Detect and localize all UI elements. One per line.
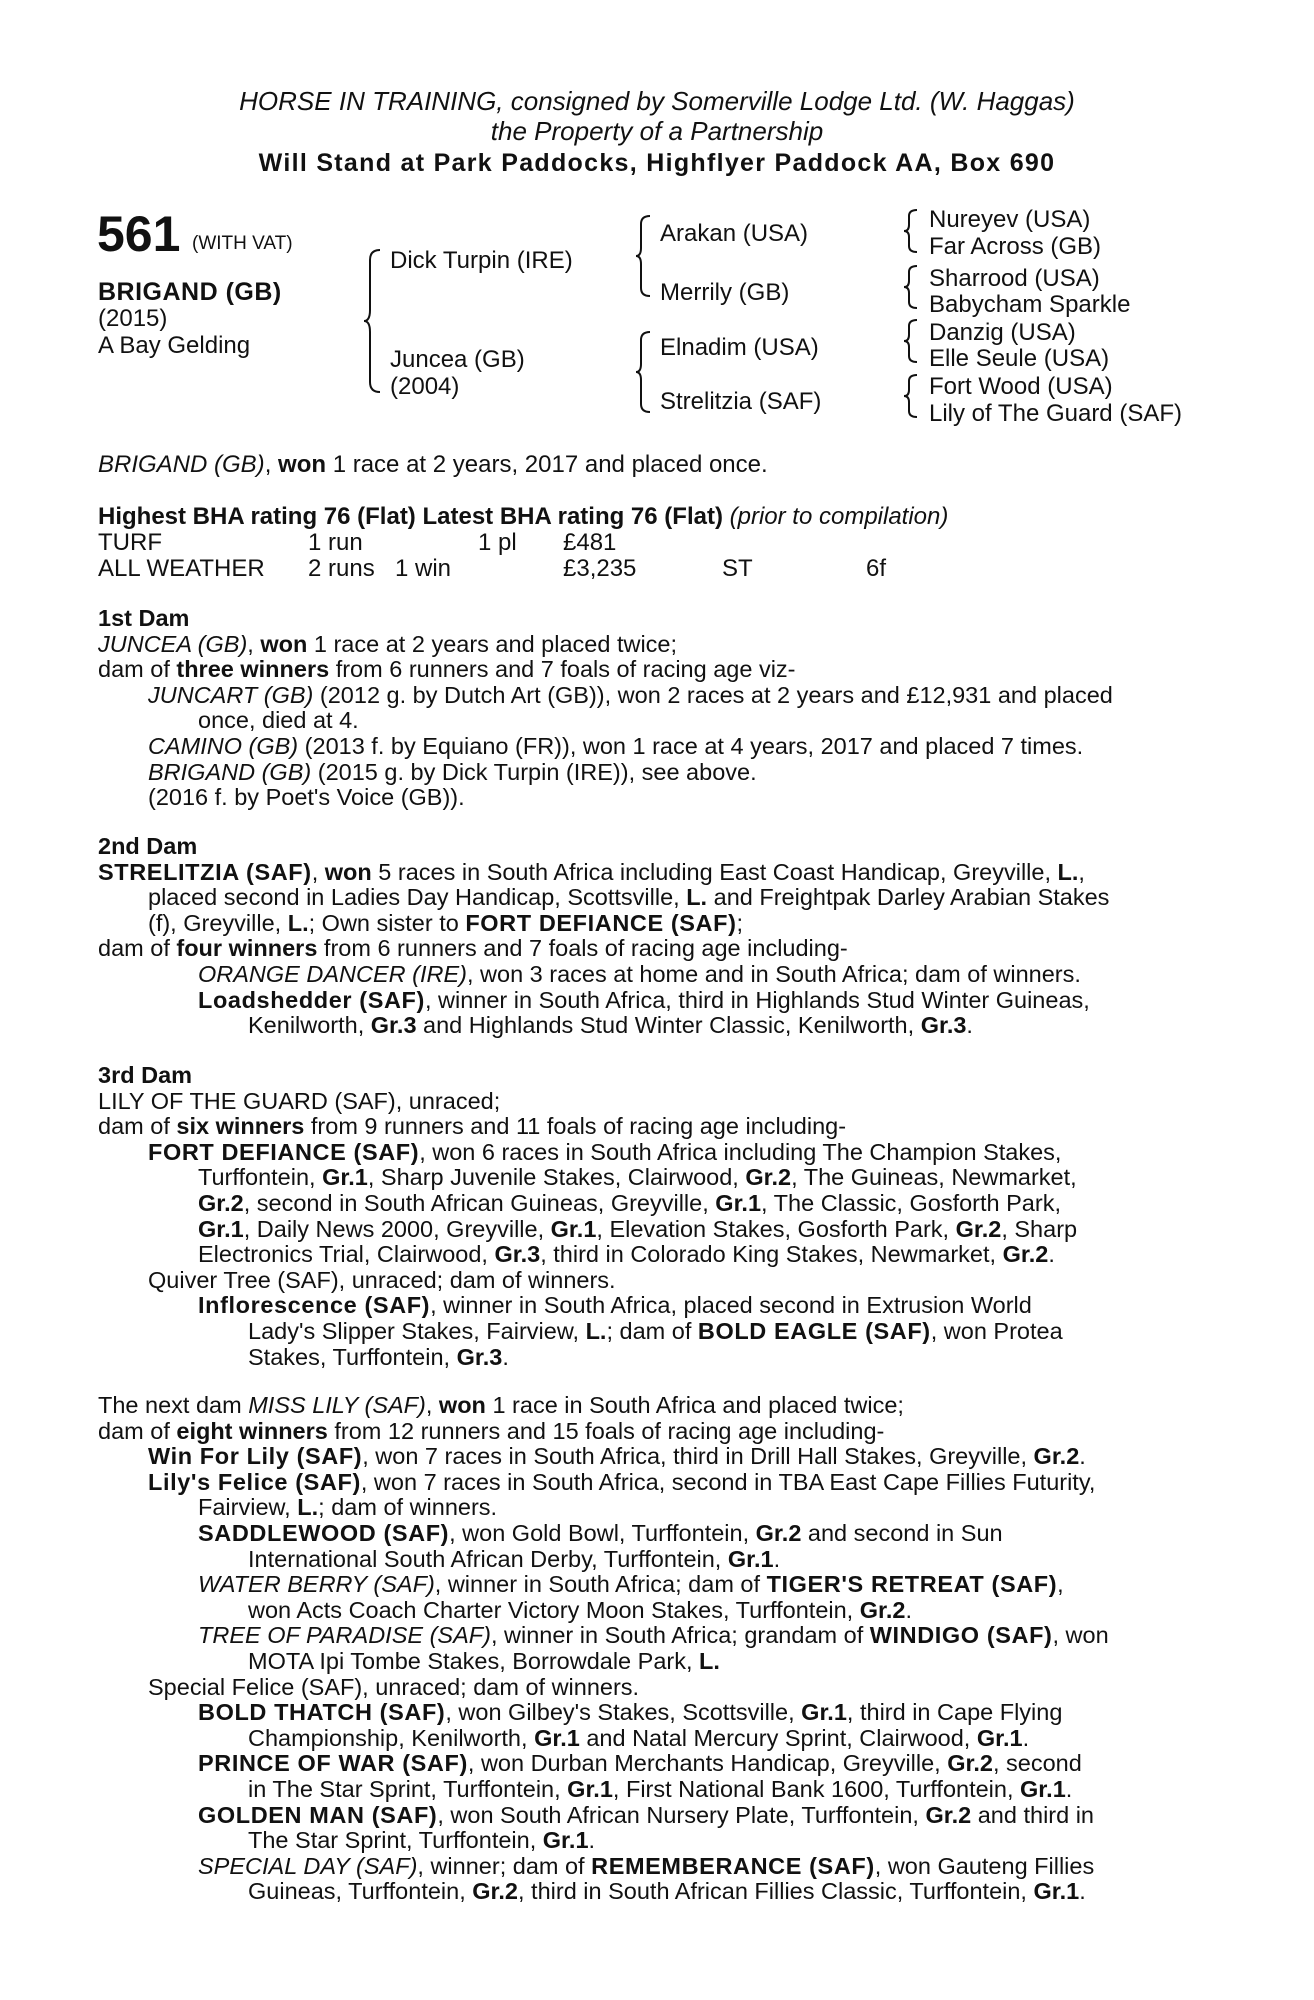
vat-note: (WITH VAT) bbox=[192, 233, 293, 254]
produce-entry-cont: in The Star Sprint, Turffontein, Gr.1, First National Bank 1600, Turffontein, Gr.1. bbox=[248, 1775, 1073, 1802]
pedigree-brace-4 bbox=[904, 208, 920, 254]
pedigree-brace-1 bbox=[364, 248, 384, 394]
produce-line: dam of three winners from 6 runners and 7 foals of racing age viz- bbox=[98, 656, 796, 683]
produce-entry: BOLD THATCH (SAF), won Gilbey's Stakes, Scottsville, Gr.1, third in Cape Flying bbox=[198, 1699, 1063, 1726]
produce-entry-cont: Turffontein, Gr.1, Sharp Juvenile Stakes, Clairwood, Gr.2, The Guineas, Newmarket, bbox=[198, 1164, 1077, 1191]
produce-entry: Quiver Tree (SAF), unraced; dam of winners. bbox=[148, 1266, 616, 1293]
ggparent-1: Nureyev (USA) bbox=[929, 206, 1091, 233]
produce-entry: WATER BERRY (SAF), winner in South Africa; dam of TIGER'S RETREAT (SAF), bbox=[198, 1571, 1064, 1598]
ggparent-4: Babycham Sparkle bbox=[929, 291, 1131, 318]
dam-line: The next dam MISS LILY (SAF), won 1 race in South Africa and placed twice; bbox=[98, 1392, 904, 1418]
produce-entry: SADDLEWOOD (SAF), won Gold Bowl, Turffontein, Gr.2 and second in Sun bbox=[198, 1519, 1003, 1546]
bha-ratings: Highest BHA rating 76 (Flat) Latest BHA rating 76 (Flat) (prior to compilation) bbox=[98, 503, 949, 530]
dam-line: LILY OF THE GUARD (SAF), unraced; bbox=[98, 1087, 501, 1114]
aw-going: ST bbox=[722, 555, 753, 582]
produce-line: dam of six winners from 9 runners and 11 foals of racing age including- bbox=[98, 1113, 847, 1140]
aw-wins: 1 win bbox=[395, 555, 452, 582]
produce-line: dam of eight winners from 12 runners and 15 foals of racing age including- bbox=[98, 1417, 885, 1444]
turf-label: TURF bbox=[98, 529, 162, 556]
dam-line: STRELITZIA (SAF), won 5 races in South Africa including East Coast Handicap, Greyville, L., bbox=[98, 858, 1085, 885]
produce-entry: Loadshedder (SAF), winner in South Africa, third in Highlands Stud Winter Guineas, bbox=[198, 986, 1090, 1013]
produce-entry: CAMINO (GB) (2013 f. by Equiano (FR)), won 1 race at 4 years, 2017 and placed 7 times. bbox=[148, 732, 1084, 759]
turf-places: 1 pl bbox=[478, 529, 517, 556]
aw-label: ALL WEATHER bbox=[98, 555, 265, 582]
produce-entry: Inflorescence (SAF), winner in South Africa, placed second in Extrusion World bbox=[198, 1292, 1032, 1319]
foaling-year: (2015) bbox=[98, 305, 168, 332]
produce-entry-cont: Championship, Kenilworth, Gr.1 and Natal Mercury Sprint, Clairwood, Gr.1. bbox=[248, 1724, 1030, 1751]
ggparent-3: Sharrood (USA) bbox=[929, 265, 1100, 292]
horse-description: A Bay Gelding bbox=[98, 332, 251, 359]
sire-sire: Arakan (USA) bbox=[660, 220, 809, 247]
third-dam-section bbox=[98, 1063, 1208, 1370]
produce-entry-cont: won Acts Coach Charter Victory Moon Stakes, Turffontein, Gr.2. bbox=[248, 1596, 912, 1623]
race-summary: BRIGAND (GB), won 1 race at 2 years, 2017 and placed once. bbox=[98, 451, 768, 478]
ggparent-6: Elle Seule (USA) bbox=[929, 345, 1110, 372]
produce-entry: Lily's Felice (SAF), won 7 races in South Africa, second in TBA East Cape Fillies Futurity, bbox=[148, 1468, 1096, 1495]
horse-name: BRIGAND (GB) bbox=[98, 278, 282, 306]
produce-entry: FORT DEFIANCE (SAF), won 6 races in South Africa including The Champion Stakes, bbox=[148, 1138, 1062, 1165]
produce-entry-cont: Gr.1, Daily News 2000, Greyville, Gr.1, Elevation Stakes, Gosforth Park, Gr.2, Sharp bbox=[198, 1215, 1078, 1242]
sire: Dick Turpin (IRE) bbox=[390, 247, 573, 274]
dam-year: (2004) bbox=[390, 373, 460, 400]
consignor-line: HORSE IN TRAINING, consigned by Somerville Lodge Ltd. (W. Haggas) bbox=[239, 86, 1075, 116]
produce-entry-cont: Lady's Slipper Stakes, Fairview, L.; dam of BOLD EAGLE (SAF), won Protea bbox=[248, 1317, 1063, 1344]
produce-entry: TREE OF PARADISE (SAF), winner in South Africa; grandam of WINDIGO (SAF), won bbox=[198, 1622, 1109, 1649]
pedigree-brace-6 bbox=[904, 318, 920, 364]
dam-dam: Strelitzia (SAF) bbox=[660, 388, 822, 415]
lot-number: 561 bbox=[97, 206, 181, 262]
produce-entry-cont: Kenilworth, Gr.3 and Highlands Stud Winter Classic, Kenilworth, Gr.3. bbox=[248, 1012, 973, 1039]
pedigree-brace-2 bbox=[636, 214, 654, 298]
produce-entry: BRIGAND (GB) (2015 g. by Dick Turpin (IRE)), see above. bbox=[148, 758, 757, 785]
section-title: 1st Dam bbox=[98, 605, 190, 631]
section-title: 3rd Dam bbox=[98, 1062, 193, 1088]
produce-entry: (2016 f. by Poet's Voice (GB)). bbox=[148, 784, 465, 811]
next-dam-section bbox=[98, 1393, 1208, 1905]
ggparent-7: Fort Wood (USA) bbox=[929, 373, 1113, 400]
produce-entry: Special Felice (SAF), unraced; dam of winners. bbox=[148, 1673, 640, 1700]
turf-prize: £481 bbox=[563, 529, 617, 556]
produce-entry: SPECIAL DAY (SAF), winner; dam of REMEMBERANCE (SAF), won Gauteng Fillies bbox=[198, 1852, 1095, 1879]
dam-line-cont: (f), Greyville, L.; Own sister to FORT DEFIANCE (SAF); bbox=[148, 909, 744, 936]
sire-dam: Merrily (GB) bbox=[660, 279, 790, 306]
produce-entry-cont: Guineas, Turffontein, Gr.2, third in South African Fillies Classic, Turffontein, Gr.1. bbox=[248, 1878, 1086, 1905]
location-line: Will Stand at Park Paddocks, Highflyer Paddock AA, Box 690 bbox=[258, 149, 1056, 177]
produce-entry-cont: The Star Sprint, Turffontein, Gr.1. bbox=[248, 1827, 596, 1854]
dam-sire: Elnadim (USA) bbox=[660, 334, 819, 361]
pedigree-brace-3 bbox=[636, 330, 654, 414]
aw-distance: 6f bbox=[866, 555, 887, 582]
dam-line-cont: placed second in Ladies Day Handicap, Scottsville, L. and Freightpak Darley Arabian Stakes bbox=[148, 884, 1110, 911]
produce-line: dam of four winners from 6 runners and 7 foals of racing age including- bbox=[98, 935, 848, 962]
produce-entry-cont: Stakes, Turffontein, Gr.3. bbox=[248, 1343, 509, 1370]
turf-runs: 1 run bbox=[308, 529, 363, 556]
produce-entry-cont: Gr.2, second in South African Guineas, Greyville, Gr.1, The Classic, Gosforth Park, bbox=[198, 1189, 1061, 1216]
produce-entry: PRINCE OF WAR (SAF), won Durban Merchants Handicap, Greyville, Gr.2, second bbox=[198, 1750, 1082, 1777]
produce-entry: GOLDEN MAN (SAF), won South African Nursery Plate, Turffontein, Gr.2 and third in bbox=[198, 1801, 1095, 1828]
produce-entry: ORANGE DANCER (IRE), won 3 races at home and in South Africa; dam of winners. bbox=[198, 960, 1081, 987]
produce-entry-cont: Fairview, L.; dam of winners. bbox=[198, 1494, 498, 1521]
produce-entry-cont: International South African Derby, Turffontein, Gr.1. bbox=[248, 1545, 781, 1572]
section-title: 2nd Dam bbox=[98, 833, 198, 859]
ggparent-2: Far Across (GB) bbox=[929, 233, 1102, 260]
produce-entry: JUNCART (GB) (2012 g. by Dutch Art (GB)), won 2 races at 2 years and £12,931 and placed bbox=[148, 681, 1113, 708]
aw-runs: 2 runs bbox=[308, 555, 375, 582]
second-dam-section bbox=[98, 834, 1208, 1039]
produce-entry-cont: once, died at 4. bbox=[198, 707, 359, 734]
aw-prize: £3,235 bbox=[563, 555, 637, 582]
first-dam-section bbox=[98, 606, 1208, 811]
pedigree-brace-7 bbox=[904, 373, 920, 419]
owner-line: the Property of a Partnership bbox=[490, 116, 824, 146]
pedigree-brace-5 bbox=[904, 264, 920, 310]
produce-entry-cont: Electronics Trial, Clairwood, Gr.3, third in Colorado King Stakes, Newmarket, Gr.2. bbox=[198, 1241, 1055, 1268]
dam: Juncea (GB) bbox=[390, 346, 525, 373]
produce-entry-cont: MOTA Ipi Tombe Stakes, Borrowdale Park, L. bbox=[248, 1647, 720, 1674]
dam-line: JUNCEA (GB), won 1 race at 2 years and placed twice; bbox=[98, 630, 678, 657]
produce-entry: Win For Lily (SAF), won 7 races in South Africa, third in Drill Hall Stakes, Greyville, Gr.2. bbox=[148, 1443, 1086, 1470]
ggparent-5: Danzig (USA) bbox=[929, 319, 1076, 346]
ggparent-8: Lily of The Guard (SAF) bbox=[929, 400, 1182, 427]
